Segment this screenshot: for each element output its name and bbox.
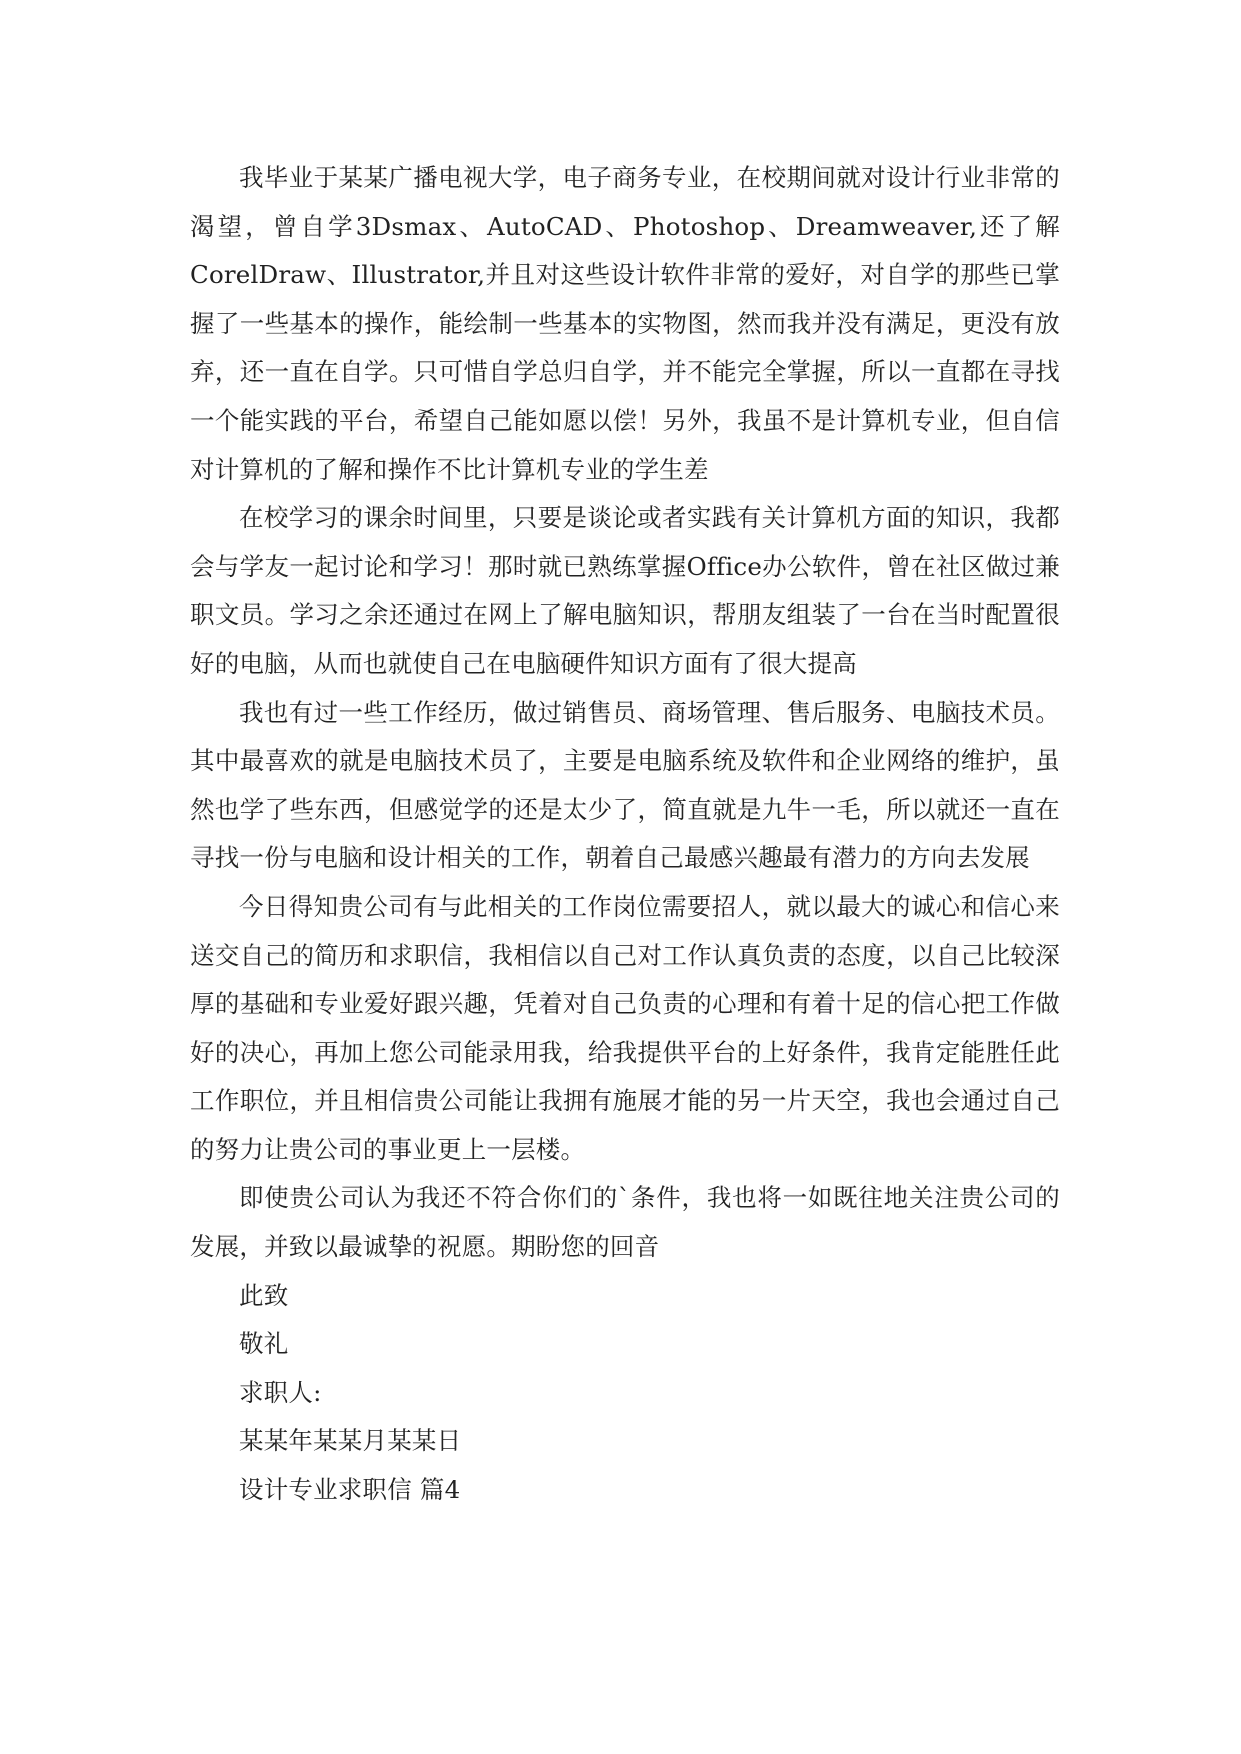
paragraph-closing-wish: 即使贵公司认为我还不符合你们的`条件，我也将一如既往地关注贵公司的发展，并致以最诚挚的祝愿。期盼您的回音 [190,1183,1060,1262]
letter-body [190,154,1060,1515]
letter-date: 某某年某某月某某日 [239,1426,462,1456]
next-section-heading: 设计专业求职信 篇4 [239,1475,461,1505]
paragraph-education: 我毕业于某某广播电视大学，电子商务专业，在校期间就对设计行业非常的渴望，曾自学3Dsmax、AutoCAD、Photoshop、Dreamweaver,还了解CorelDraw、Illustrator,并且对这些设计软件非常的爱好，对自学的那些已掌握了一些基本的操作，能绘制一些基本的实物图，然而我并没有满足，更没有放弃，还一直在自学。只可惜自学总归自学，并不能完全掌握，所以一直都在寻找一个能实践的平台，希望自己能如愿以偿！另外，我虽不是计算机专业，但自信对计算机的了解和操作不比计算机专业的学生差 [190,163,1060,484]
paragraph-work-experience: 我也有过一些工作经历，做过销售员、商场管理、售后服务、电脑技术员。其中最喜欢的就是电脑技术员了，主要是电脑系统及软件和企业网络的维护，虽然也学了些东西，但感觉学的还是太少了，简直就是九牛一毛，所以就还一直在寻找一份与电脑和设计相关的工作，朝着自己最感兴趣最有潜力的方向去发展 [190,697,1060,873]
paragraph-school-study: 在校学习的课余时间里，只要是谈论或者实践有关计算机方面的知识，我都会与学友一起讨论和学习！那时就已熟练掌握Office办公软件，曾在社区做过兼职文员。学习之余还通过在网上了解电脑知识，帮朋友组装了一台在当时配置很好的电脑，从而也就使自己在电脑硬件知识方面有了很大提高 [190,503,1060,678]
salutation: 此致 [239,1280,289,1310]
regards: 敬礼 [239,1329,289,1359]
paragraph-application: 今日得知贵公司有与此相关的工作岗位需要招人，就以最大的诚心和信心来送交自己的简历和求职信，我相信以自己对工作认真负责的态度，以自己比较深厚的基础和专业爱好跟兴趣，凭着对自己负责的心理和有着十足的信心把工作做好的决心，再加上您公司能录用我，给我提供平台的上好条件，我肯定能胜任此工作职位，并且相信贵公司能让我拥有施展才能的另一片天空，我也会通过自己的努力让贵公司的事业更上一层楼。 [190,891,1060,1164]
applicant-label: 求职人: [239,1377,322,1407]
